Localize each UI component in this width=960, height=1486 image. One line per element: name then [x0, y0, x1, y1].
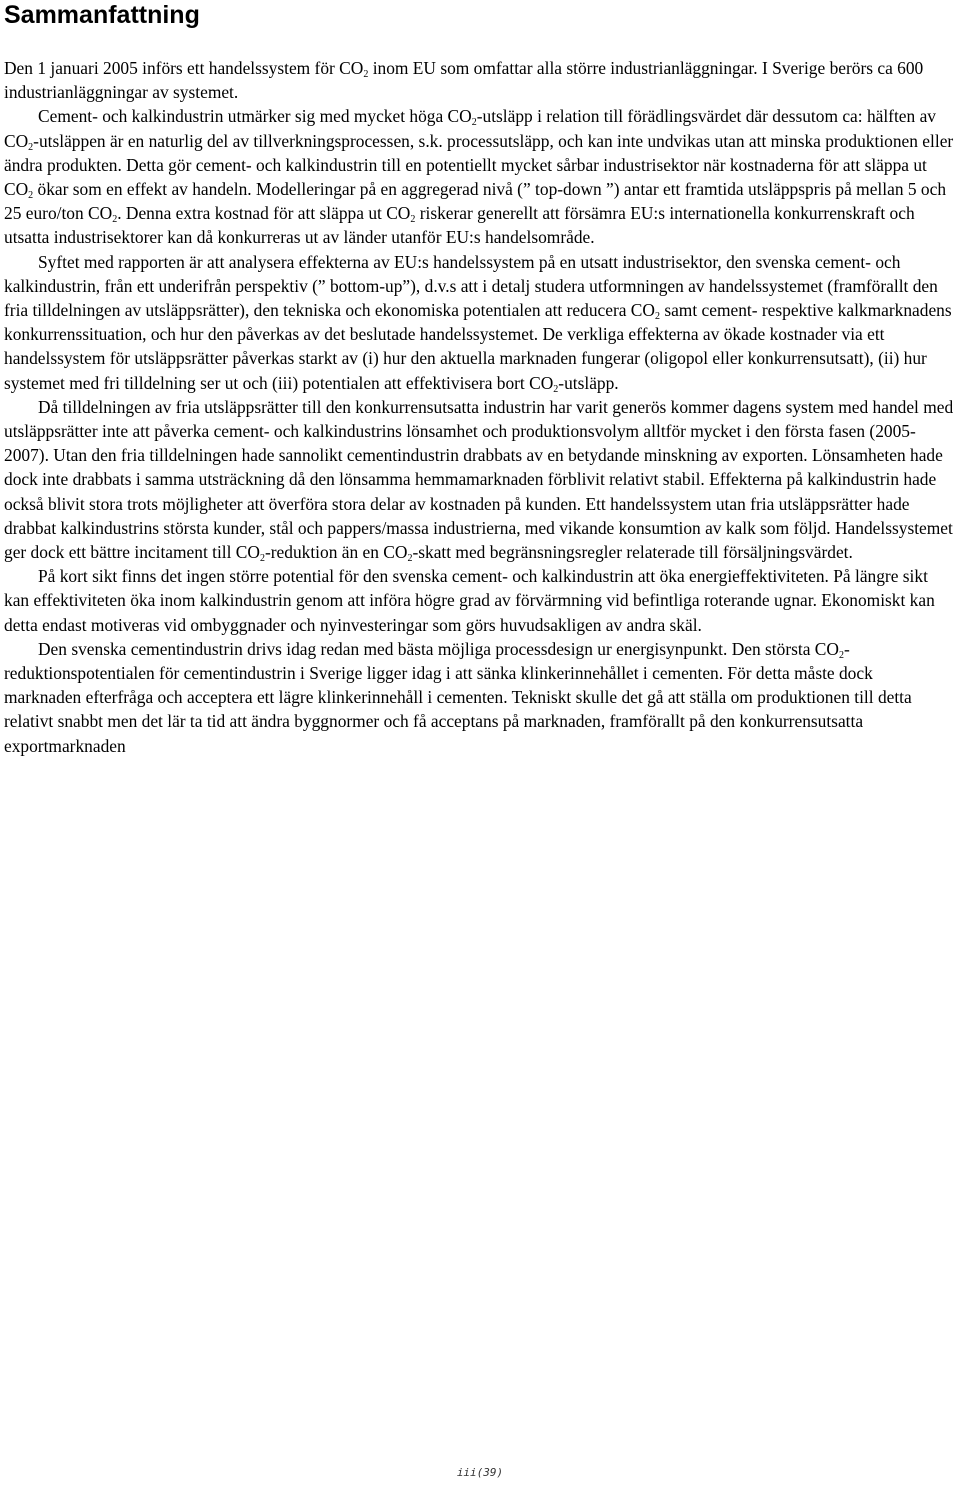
- paragraph-3: Syftet med rapporten är att analysera effekterna av EU:s handelssystem på en utsatt industrisektor, den svenska cement- och kalkindustrin, från ett underifrån perspektiv (” bottom-up”), d.v.s att i detalj studera utformningen av handelssystemet (framförallt den fria tilldelningen av utsläppsrätter), den tekniska och ekonomiska potentialen att reducera $CO_2$ samt cement- respektive kalkmarknadens konkurrenssituation, och hur den påverkas av det beslutade handelssystemet. De verkliga effekterna av ökade kostnader via ett handelssystem för utsläppsrätter påverkas starkt av (i) hur den aktuella marknaden fungerar (oligopol eller konkurrensutsatt), (ii) hur systemet med fri tilldelning ser ut och (iii) potentialen att effektivisera bort $CO_2$-utsläpp.: [4, 251, 952, 395]
- paragraph-4: Då tilldelningen av fria utsläppsrätter till den konkurrensutsatta industrin har varit generös kommer dagens system med handel med utsläppsrätter inte att påverka cement- och kalkindustrins lönsamhet och produktionsvolym alltför mycket i den första fasen (2005-2007). Utan den fria tilldelningen hade sannolikt cementindustrin drabbats av en betydande minskning av exporten. Lönsamheten hade dock inte drabbats i samma utsträckning då den lönsamma hemmamarknaden förblivit relativt stabil. Effekterna på kalkindustrin hade också blivit stora trots möjligheter att överföra stora delar av kostnaden på kunden. Ett handelssystem utan fria utsläppsrätter hade drabbat kalkindustrins största kunder, stål och pappers/massa industrierna, med vikande konsumtion av kalk som följd. Handelssystemet ger dock ett bättre incitament till $CO_2$-reduktion än en $CO_2$-skatt med begränsningsregler relaterade till försäljningsvärdet.: [4, 396, 954, 565]
- page-title: Sammanfattning: [4, 1, 200, 29]
- paragraph-1: Den 1 januari 2005 införs ett handelssystem för $CO_2$ inom EU som omfattar alla större industrianläggningar. I Sverige berörs ca 600 industrianläggningar av systemet.: [4, 58, 924, 103]
- paragraph-5: På kort sikt finns det ingen större potential för den svenska cement- och kalkindustrin att öka energieffektiviteten. På längre sikt kan effektiviteten öka inom kalkindustrin genom att införa högre grad av förvärmning vid befintliga roterande ugnar. Ekonomiskt kan detta endast motiveras vid ombyggnader och nyinvesteringar som görs huvudsakligen av andra skäl.: [4, 566, 935, 635]
- paragraph-6: Den svenska cementindustrin drivs idag redan med bästa möjliga processdesign ur energisynpunkt. Den största $CO_2$-reduktionspotentialen för cementindustrin i Sverige ligger idag i att sänka klinkerinnehållet i cementen. För detta måste dock marknaden efterfråga och acceptera ett lägre klinkerinnehåll i cementen. Tekniskt skulle det gå att ställa om produktionen till detta relativt snabbt men det lär ta tid att ändra byggnormer och få acceptans på marknaden, framförallt på den konkurrensutsatta exportmarknaden: [4, 638, 912, 756]
- paragraph-2: Cement- och kalkindustrin utmärker sig med mycket höga $CO_2$-utsläpp i relation till förädlingsvärdet där dessutom ca: hälften av $CO_2$-utsläppen är en naturlig del av tillverkningsprocessen, s.k. processutsläpp, och kan inte undvikas utan att minska produktionen eller ändra produkten. Detta gör cement- och kalkindustrin till en potentiellt mycket sårbar industrisektor när kostnaderna för att släppa ut $CO_2$ ökar som en effekt av handeln. Modelleringar på en aggregerad nivå (” top-down ”) antar ett framtida utsläppspris på mellan 5 och 25 euro/ton $CO_2$. Denna extra kostnad för att släppa ut $CO_2$ riskerar generellt att försämra EU:s internationella konkurrenskraft och utsatta industrisektorer kan då konkurreras ut av länder utanför EU:s handelsområde.: [4, 106, 954, 248]
- page-number: iii(39): [456, 1466, 504, 1479]
- summary-body: [4, 56, 954, 758]
